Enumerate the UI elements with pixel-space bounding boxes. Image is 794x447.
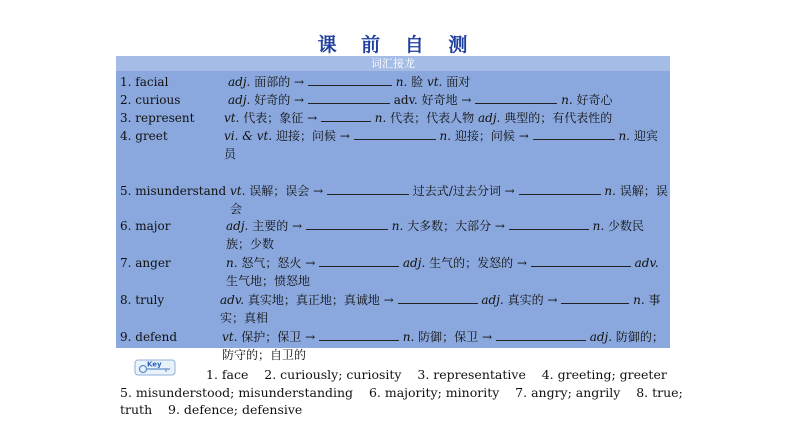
answer-line: 1. face 2. curiously; curiosity 3. representative 4. greeting; greeter <box>206 367 667 382</box>
entry-definition: vt. 代表；象征 → n. 代表；代表人物 adj. 典型的；有代表性的 <box>224 111 613 125</box>
answer-blank <box>509 218 589 230</box>
entry-definition: adv. 真实地；真正地；真诚地 → adj. 真实的 → n. 事实；真相 <box>220 293 661 325</box>
entry-definition: adj. 面部的 → n. 脸 vt. 面对 <box>228 75 471 89</box>
entry-word: 2. curious <box>120 93 181 107</box>
answer-line: truth 9. defence; defensive <box>120 402 303 417</box>
answer-blank <box>519 183 601 195</box>
entry-definition: vi. & vt. 迎接；问候 → n. 迎接；问候 → n. 迎宾员 <box>224 129 658 161</box>
answer-key <box>120 366 683 419</box>
entry-word: 6. major <box>120 219 171 233</box>
answer-blank <box>398 292 478 304</box>
entry-word: 7. anger <box>120 256 171 270</box>
answer-blank <box>327 183 409 195</box>
page-title: 课 前 自 测 <box>317 34 477 56</box>
entry-definition: vt. 保护；保卫 → n. 防御；保卫 → adj. 防御的；防守的；自卫的 <box>222 330 664 362</box>
entry-definition: n. 怒气；怒火 → adj. 生气的；发怒的 → adv.生气地；愤怒地 <box>226 256 659 288</box>
answer-blank <box>533 128 615 140</box>
entry-word: 5. misunderstand <box>120 184 227 198</box>
answer-blank <box>354 128 436 140</box>
answer-blank <box>319 329 399 341</box>
entry-definition: vt. 误解；误会 → 过去式/过去分词 → n. 误解；误会 <box>230 184 668 216</box>
answer-line: 5. misunderstood; misunderstanding 6. majority; minority 7. angry; angrily 8. true; <box>120 384 683 400</box>
entry-definition: adj. 好奇的 → adv. 好奇地 → n. 好奇心 <box>228 93 613 107</box>
entry-word: 3. represent <box>120 111 195 125</box>
answer-blank <box>496 329 586 341</box>
entry-word: 1. facial <box>120 75 169 89</box>
vocabulary-panel <box>116 56 670 362</box>
answer-blank <box>321 110 371 122</box>
answer-blank <box>531 255 631 267</box>
entry-word: 8. truly <box>120 293 165 307</box>
answer-blank <box>319 255 399 267</box>
answer-blank <box>561 292 629 304</box>
panel-header: 词汇接龙 <box>116 56 670 71</box>
svg-text:Key: Key <box>147 360 162 369</box>
entry-word: 4. greet <box>120 129 168 143</box>
answer-blank <box>475 92 557 104</box>
entry-word: 9. defend <box>120 330 177 344</box>
answer-blank <box>306 218 388 230</box>
entry-definition: adj. 主要的 → n. 大多数；大部分 → n. 少数民族；少数 <box>226 219 645 251</box>
answer-blank <box>308 74 392 86</box>
answer-blank <box>308 92 390 104</box>
